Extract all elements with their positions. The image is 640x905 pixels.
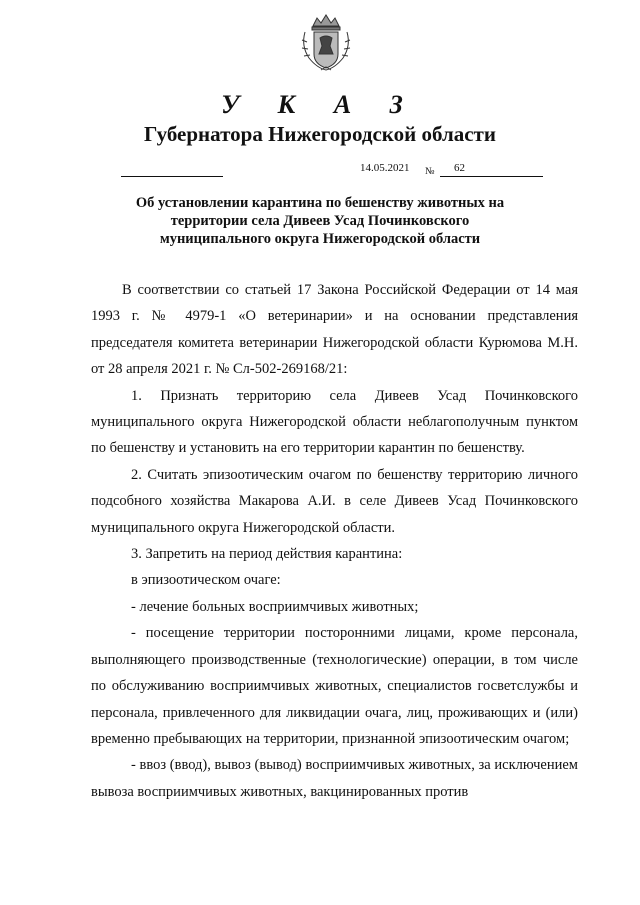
- date-underline: [121, 176, 223, 177]
- number-underline: [440, 176, 543, 177]
- number-sign: №: [425, 166, 435, 177]
- document-title: У К А З: [221, 90, 419, 119]
- paragraph-item-1: 1. Признать территорию села Дивеев Усад Починковского муниципального округа Нижегородской области неблагополучным пунктом по бешенству и установить на его территории карантин по бешенству.: [91, 387, 578, 457]
- document-number: 62: [454, 162, 465, 174]
- document-meta: [0, 160, 640, 182]
- paragraph-item-3: 3. Запретить на период действия карантина:: [131, 546, 403, 563]
- nizhny-novgorod-coat-of-arms-icon: [299, 12, 353, 74]
- heading-line-3: муниципального округа Нижегородской области: [159, 231, 481, 247]
- document-issuer: Губернатора Нижегородской области: [144, 122, 496, 146]
- document-date: 14.05.2021: [360, 162, 410, 174]
- decree-heading: [80, 194, 560, 248]
- paragraph-ban-transport: - ввоз (ввод), вывоз (вывод) восприимчивых животных, за исключением вывоза восприимчивых животных, вакцинированных против: [91, 757, 578, 800]
- heading-line-1: Об установлении карантина по бешенству животных на: [135, 195, 505, 211]
- paragraph-ban-visits: - посещение территории посторонними лицами, кроме персонала, выполняющего производственные (технологические) операции, в том числе по обслуживанию восприимчивых животных, специалистов госветслужбы и персонала, привлеченного для ликвидации очага, лиц, проживающих и (или) временно пребывающих на территории, признанной эпизоотическим очагом;: [91, 625, 578, 747]
- decree-body: [91, 277, 578, 805]
- heading-line-2: территории села Дивеев Усад Починковского: [170, 213, 470, 229]
- paragraph-preamble: В соответствии со статьей 17 Закона Российской Федерации от 14 мая 1993 г. № 4979-1 «О ветеринарии» и на основании представления председателя комитета ветеринарии Нижегородской области Курюмова М.Н. от 28 апреля 2021 г. № Сл-502-269168/21:: [91, 282, 578, 378]
- paragraph-focus-label: в эпизоотическом очаге:: [131, 572, 281, 589]
- paragraph-item-2: 2. Считать эпизоотическим очагом по бешенству территорию личного подсобного хозяйства Макарова А.И. в селе Дивеев Усад Починковского муниципального округа Нижегородской области.: [91, 466, 578, 536]
- paragraph-ban-treatment: - лечение больных восприимчивых животных;: [131, 598, 419, 615]
